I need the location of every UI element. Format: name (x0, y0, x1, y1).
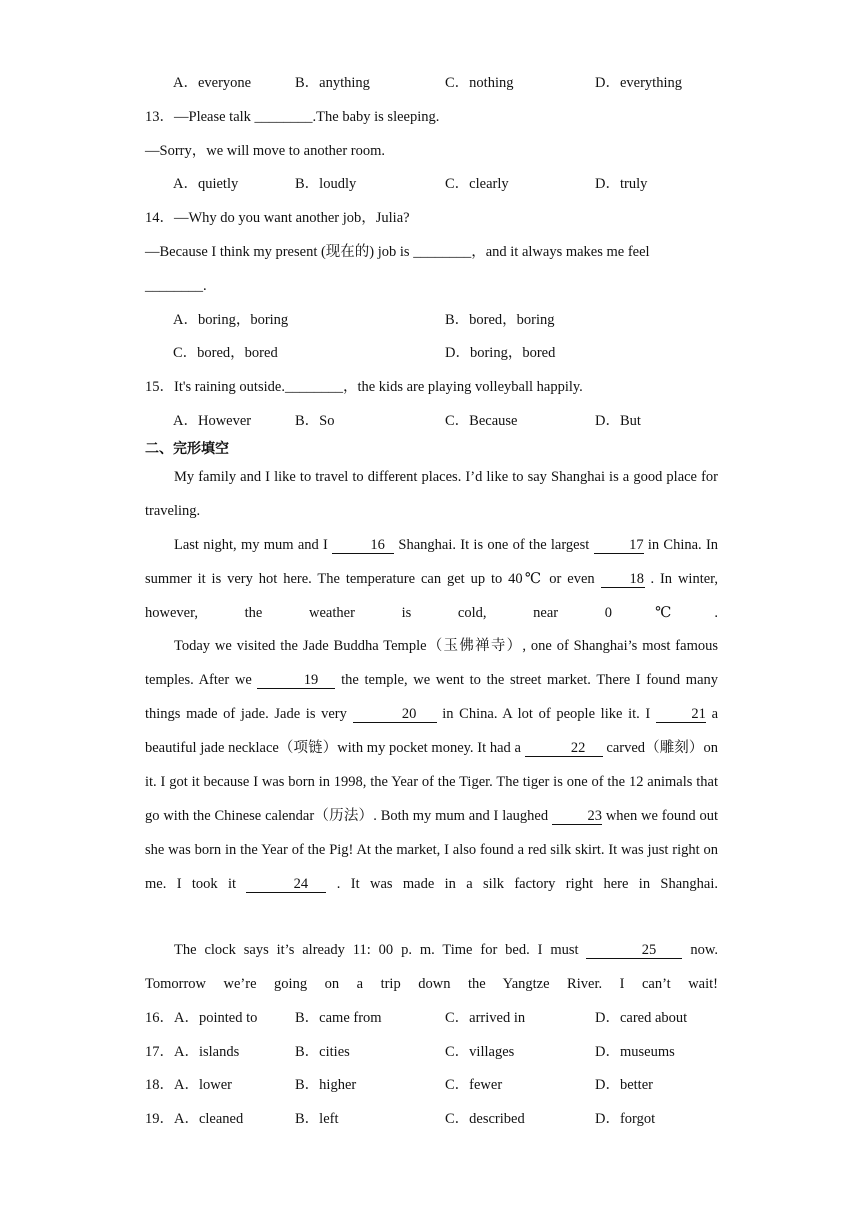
blank-24: 24 (246, 876, 326, 893)
q19-option-a (145, 1109, 243, 1129)
q19-option-d: D．forgot (595, 1111, 656, 1127)
passage-text: Shanghai. It is one of the largest (398, 537, 590, 553)
q13-option-d: D．truly (595, 176, 648, 192)
passage-text: Today we visited the Jade Buddha Temple（玉佛禅寺）, one of Shanghai’s most famous temples. After we (145, 638, 718, 688)
q12-option-a: A．everyone (173, 75, 252, 91)
q14-reply: —Because I think my present (现在的) job is ________，and it always makes me feel (145, 244, 650, 260)
blank-16: 16 (332, 537, 394, 554)
q15-option-d: D．But (595, 413, 641, 429)
q16-option-c: C．arrived in (445, 1010, 526, 1026)
passage-text: The clock says it’s already 11: 00 p. m. Time for bed. I must (174, 942, 579, 958)
blank-18: 18 (601, 571, 645, 588)
q18-option-b: B．higher (295, 1077, 357, 1093)
q15-option-a: A．However (173, 413, 252, 429)
q13-option-c: C．clearly (445, 176, 509, 192)
q13-option-a: A．quietly (173, 176, 239, 192)
q16-option-a (145, 1008, 257, 1028)
passage-text: the temple, we went to the street market. There I found many things made of jade. Jade is very (145, 672, 719, 722)
passage-text: carved（雕刻）on it. I got it because I was born in 1998, the Year of the Tiger. The tiger is one of the 12 animals that go with the Chinese calendar（历法）. Both my mum and I laughed (145, 740, 718, 824)
q14-option-a: A．boring，boring (173, 312, 289, 328)
blank-23: 23 (552, 808, 602, 825)
q13-option-b: B．loudly (295, 176, 357, 192)
blank-19: 19 (257, 672, 335, 689)
option-text: A．pointed to (174, 1010, 258, 1026)
blank-20: 20 (353, 706, 437, 723)
q19-option-b: B．left (295, 1111, 339, 1127)
q18-option-c: C．fewer (445, 1077, 503, 1093)
q14-option-c: C．bored，bored (173, 345, 278, 361)
passage-paragraph-1: My family and I like to travel to different places. I’d like to say Shanghai is a good place for traveling. (145, 469, 718, 519)
q12-option-b: B．anything (295, 75, 370, 91)
q14-option-d: D．boring，bored (445, 345, 556, 361)
q14-stem: 14．—Why do you want another job，Julia? (145, 210, 410, 226)
question-number: 18． (145, 1077, 174, 1093)
passage-text: Last night, my mum and I (174, 537, 328, 553)
passage-text: in China. In summer it is very hot here. The temperature can get up to 40℃ or even (145, 537, 719, 587)
q19-option-c: C．described (445, 1111, 525, 1127)
blank-25: 25 (586, 942, 682, 959)
option-text: A．cleaned (174, 1111, 244, 1127)
q17-option-d: D．museums (595, 1044, 675, 1060)
q13-stem: 13．—Please talk ________.The baby is sleeping. (145, 109, 440, 125)
option-text: A．islands (174, 1044, 240, 1060)
passage-text: a beautiful jade necklace（项链）with my pocket money. It had a (145, 706, 719, 756)
q12-option-d: D．everything (595, 75, 682, 91)
passage-text: when we found out she was born in the Year of the Pig! At the market, I also found a red silk skirt. It was just right on me. I took it (145, 808, 719, 892)
passage-text: now. Tomorrow we’re going on a trip down the Yangtze River. I can’t wait! (145, 942, 719, 992)
q18-option-d: D．better (595, 1077, 653, 1093)
blank-17: 17 (594, 537, 644, 554)
q18-option-a (145, 1075, 232, 1095)
passage-text: in China. A lot of people like it. I (442, 706, 651, 722)
q15-option-b: B．So (295, 413, 335, 429)
passage-text: . It was made in a silk factory right here in Shanghai. (336, 876, 719, 892)
question-number: 17． (145, 1044, 174, 1060)
question-number: 19． (145, 1111, 174, 1127)
q14-option-b: B．bored，boring (445, 312, 555, 328)
passage-text: . In winter, however, the weather is cold, near 0℃. (145, 571, 719, 621)
blank-22: 22 (525, 740, 603, 757)
q15-option-c: C．Because (445, 413, 518, 429)
q16-option-d: D．cared about (595, 1010, 688, 1026)
q13-reply: —Sorry，we will move to another room. (145, 143, 386, 159)
option-text: A．lower (174, 1077, 232, 1093)
blank-21: 21 (656, 706, 706, 723)
q15-stem: 15．It's raining outside.________，the kids are playing volleyball happily. (145, 379, 583, 395)
q16-option-b: B．came from (295, 1010, 382, 1026)
q17-option-c: C．villages (445, 1044, 515, 1060)
q12-option-c: C．nothing (445, 75, 514, 91)
passage-paragraph-3 (145, 629, 718, 935)
q17-option-b: B．cities (295, 1044, 350, 1060)
question-number: 16． (145, 1010, 174, 1026)
q17-option-a (145, 1042, 239, 1062)
section-heading-cloze: 二、完形填空 (145, 441, 229, 457)
q14-reply-continued: ________. (145, 278, 207, 294)
